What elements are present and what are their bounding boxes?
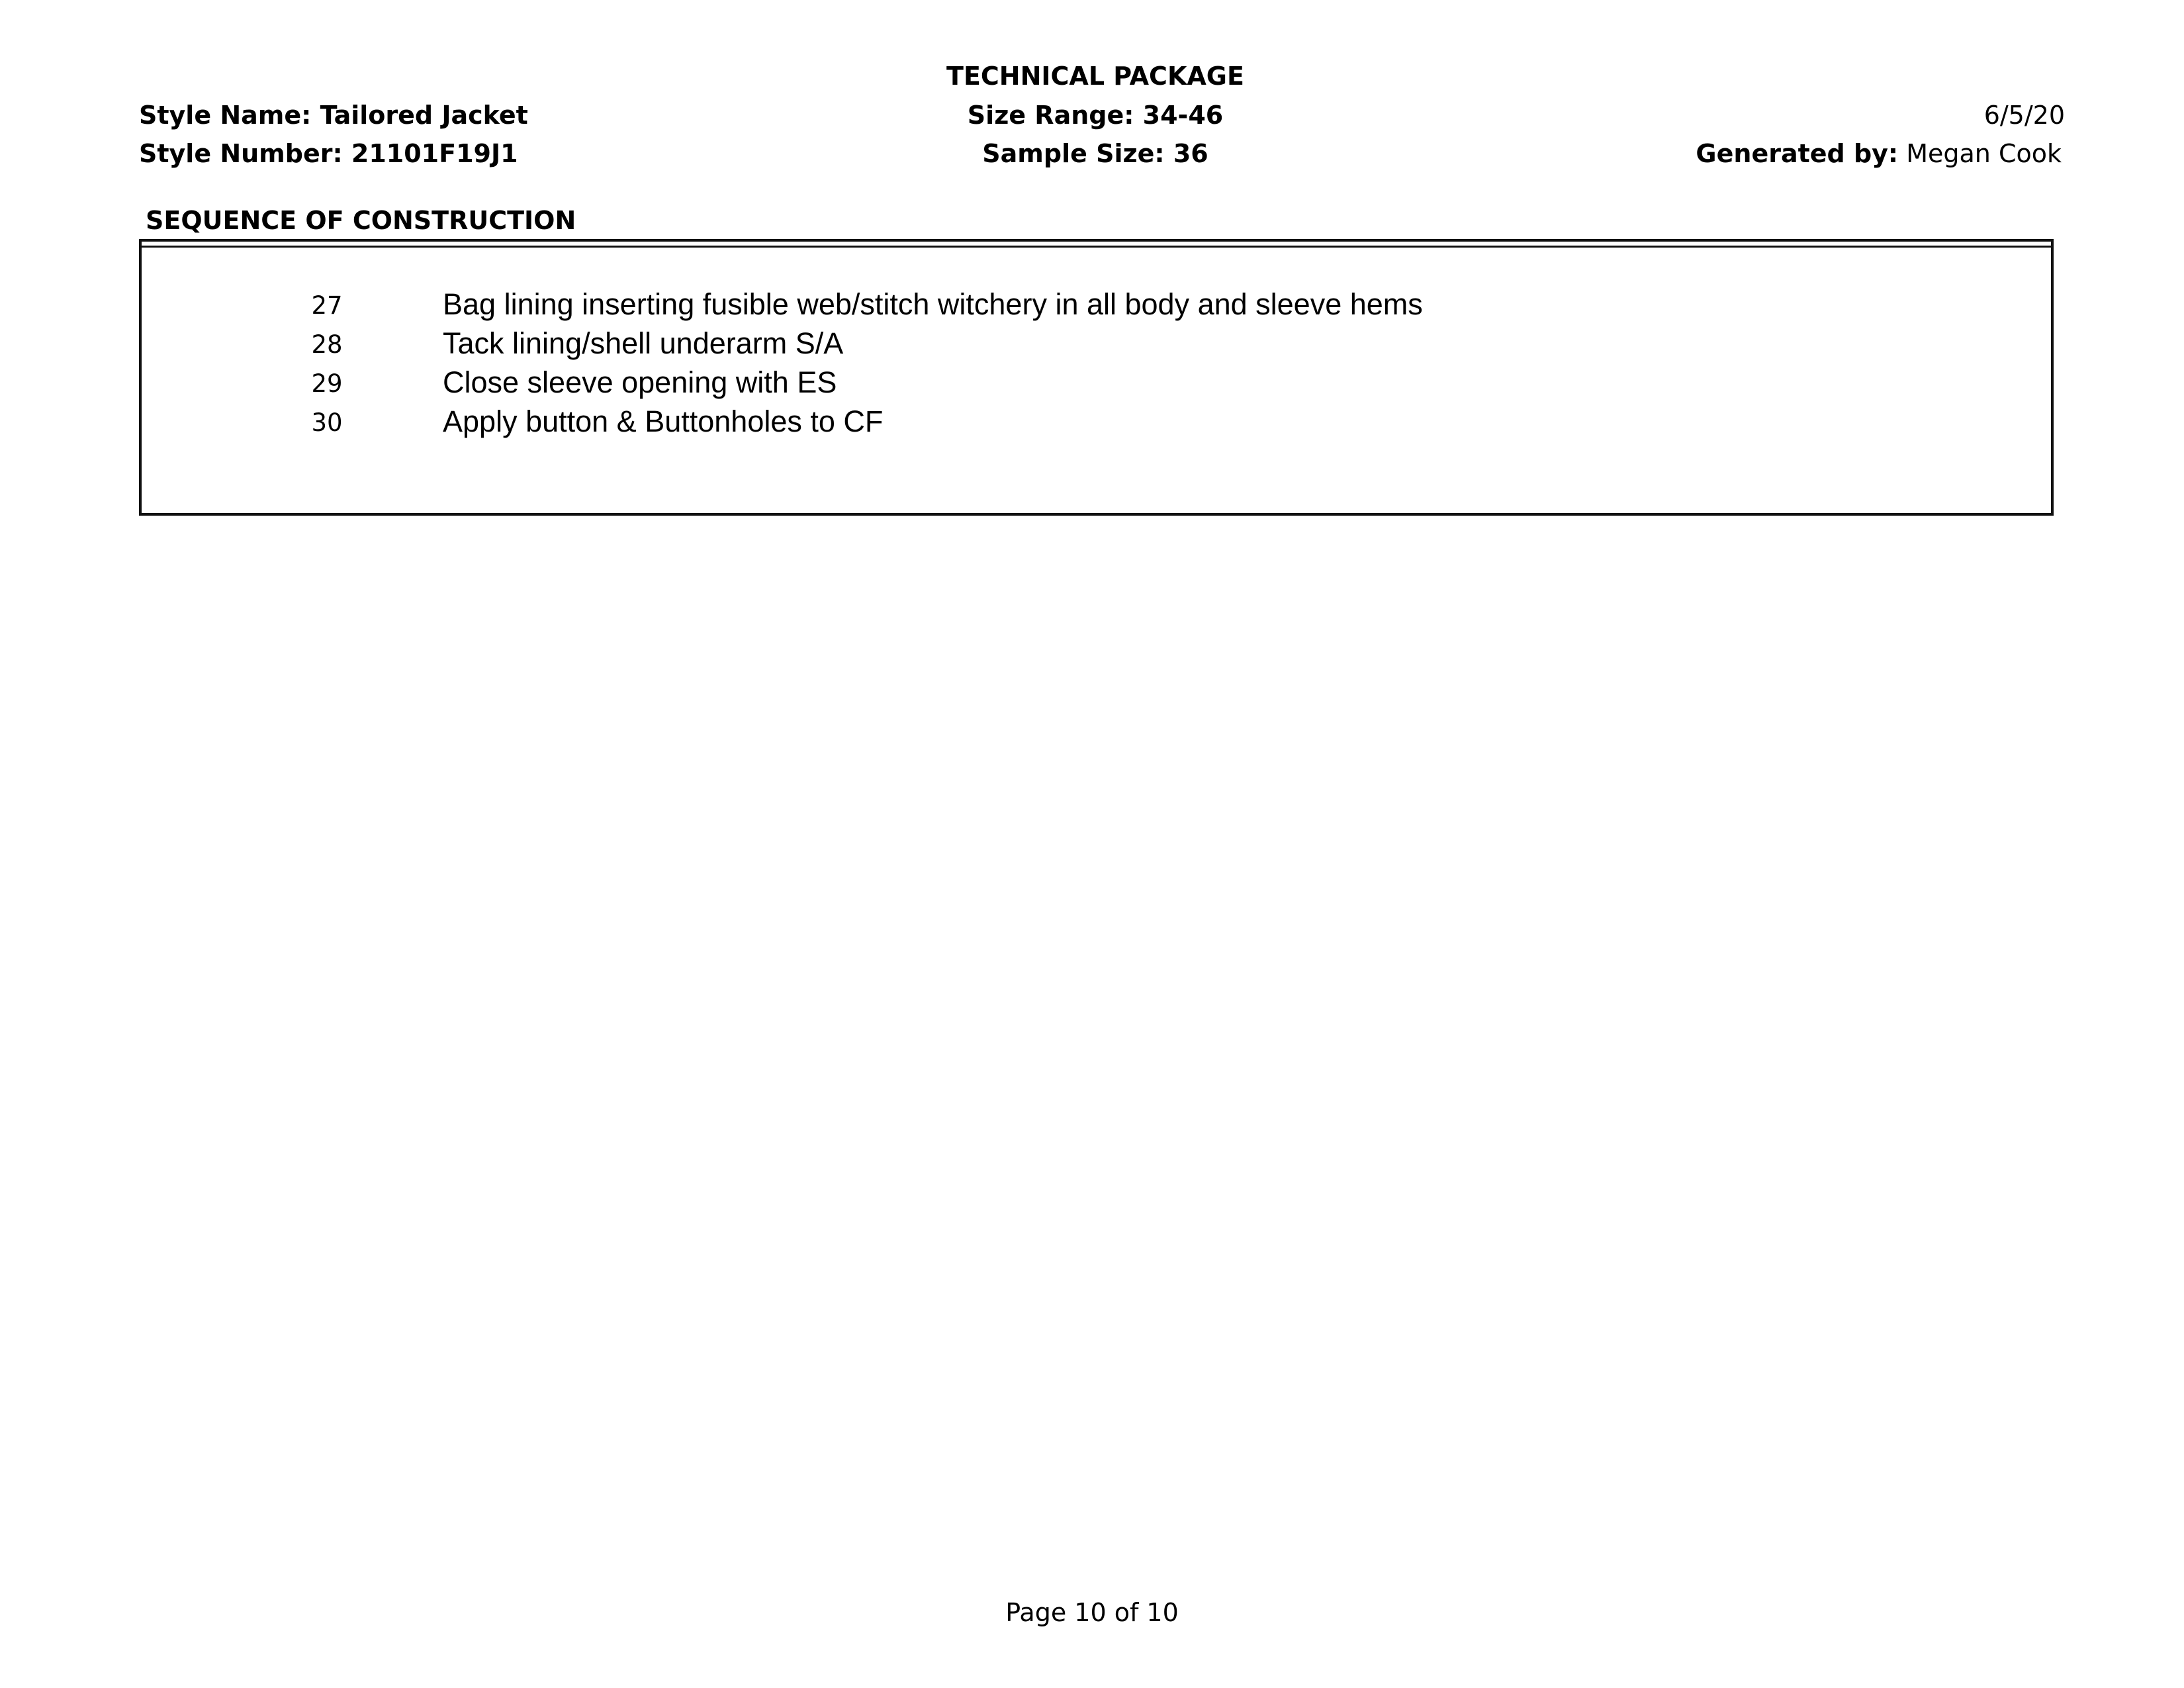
step-description: Close sleeve opening with ES [443,365,837,399]
page-number: Page 10 of 10 [1005,1598,1179,1627]
generated-by-label: Generated by: [1696,139,1899,168]
generated-by [1696,141,2062,166]
construction-sequence-box [139,239,2054,516]
step-number: 29 [311,369,343,398]
step-description: Apply button & Buttonholes to CF [443,404,884,438]
step-number: 27 [311,291,343,320]
box-divider-line [142,246,2051,248]
style-name: Style Name: Tailored Jacket [139,101,528,130]
document-date: 6/5/20 [1983,101,2065,130]
step-number: 28 [311,330,343,359]
generated-by-value: Megan Cook [1898,139,2062,168]
section-title: SEQUENCE OF CONSTRUCTION [146,206,576,235]
style-number: Style Number: 21101F19J1 [139,139,518,168]
step-description: Bag lining inserting fusible web/stitch witchery in all body and sleeve hems [443,287,1423,321]
step-description: Tack lining/shell underarm S/A [443,326,844,360]
step-number: 30 [311,408,343,437]
size-range: Size Range: 34-46 [967,101,1224,130]
document-title: TECHNICAL PACKAGE [946,62,1244,91]
sample-size: Sample Size: 36 [982,139,1208,168]
